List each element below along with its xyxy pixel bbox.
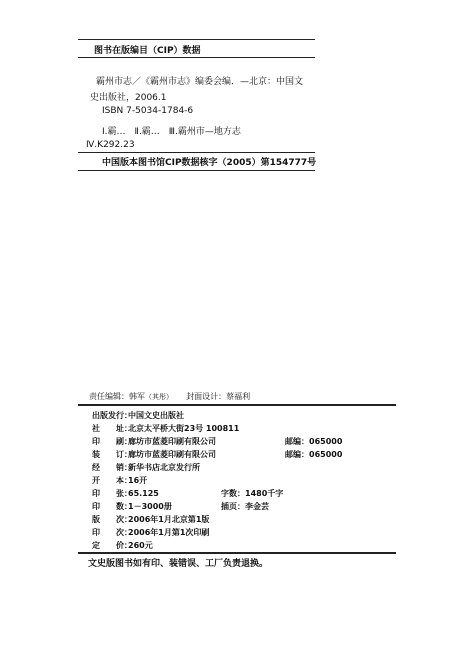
printing-label: 印 次： <box>92 528 132 537</box>
editor-note: （其彤） <box>145 393 173 401</box>
pub-bottom-rule <box>78 552 396 554</box>
editors-line <box>89 391 250 402</box>
cip-bottom-rule <box>78 170 315 171</box>
cip-subjects-2: Ⅳ.K292.23 <box>86 140 135 150</box>
price-label: 定 价： <box>92 541 132 550</box>
cover-name: 蔡福利 <box>226 392 251 401</box>
cip-title: 图书在版编目（CIP）数据 <box>94 46 201 56</box>
cip-title-rule <box>78 57 315 58</box>
cip-top-rule <box>78 39 315 40</box>
edition-value: 2006年1月北京第1版 <box>128 515 210 524</box>
edition-label: 版 次： <box>92 515 132 524</box>
cip-line-1: 霸州市志／《霸州市志》编委会编．—北京：中国文 <box>96 77 304 87</box>
words-value: 字数：1480千字 <box>221 489 284 498</box>
sheets-label: 印 张： <box>92 489 132 498</box>
copies-label: 印 数： <box>92 502 132 511</box>
row-distributor <box>92 462 200 473</box>
price-value: 260元 <box>128 541 153 550</box>
cover-label: 封面设计： <box>186 392 227 401</box>
address-label: 社 址： <box>92 424 132 433</box>
cip-mid-rule <box>78 152 315 153</box>
print-zip: 邮编：065000 <box>285 437 343 446</box>
dist-label: 经 销： <box>92 463 132 472</box>
cip-line-2: 史出版社，2006.1 <box>90 93 167 103</box>
cip-isbn: ISBN 7-5034-1784-6 <box>102 106 194 116</box>
row-copies <box>92 501 172 512</box>
cip-subjects-1: Ⅰ.霸… Ⅱ.霸… Ⅲ.霸州市—地方志 <box>102 127 241 137</box>
printing-value: 2006年1月第1次印刷 <box>128 528 210 537</box>
row-address <box>92 423 239 434</box>
copies-value: 1－3000册 <box>128 502 172 511</box>
bind-label: 装 订： <box>92 450 132 459</box>
bind-zip: 邮编：065000 <box>285 450 343 459</box>
row-publisher <box>92 410 184 421</box>
print-value: 廊坊市蓝菱印刷有限公司 <box>128 437 216 446</box>
cip-number: 中国版本图书馆CIP数据核字（2005）第154777号 <box>102 158 317 168</box>
row-print <box>92 436 216 447</box>
dist-value: 新华书店北京发行所 <box>128 463 200 472</box>
pub-top-rule <box>78 404 396 406</box>
print-label: 印 刷： <box>92 437 132 446</box>
editor-label: 责任编辑： <box>89 392 129 401</box>
publisher-label: 出版发行： <box>92 411 132 420</box>
row-price <box>92 540 153 551</box>
return-notice: 文史版图书如有印、装错误、工厂负责退换。 <box>88 559 269 569</box>
sheets-value: 65.125 <box>128 489 159 498</box>
row-bind <box>92 449 216 460</box>
bind-value: 廊坊市蓝菱印刷有限公司 <box>128 450 216 459</box>
publisher-value: 中国文史出版社 <box>128 411 184 420</box>
row-format <box>92 475 147 486</box>
editor-name: 韩军 <box>129 392 145 401</box>
format-label: 开 本： <box>92 476 132 485</box>
format-value: 16开 <box>128 476 148 485</box>
row-edition <box>92 514 209 525</box>
address-value: 北京太平桥大街23号 100811 <box>128 424 240 433</box>
row-printing <box>92 527 209 538</box>
row-sheets <box>92 488 159 499</box>
plates-value: 插页：李金芸 <box>221 502 269 511</box>
